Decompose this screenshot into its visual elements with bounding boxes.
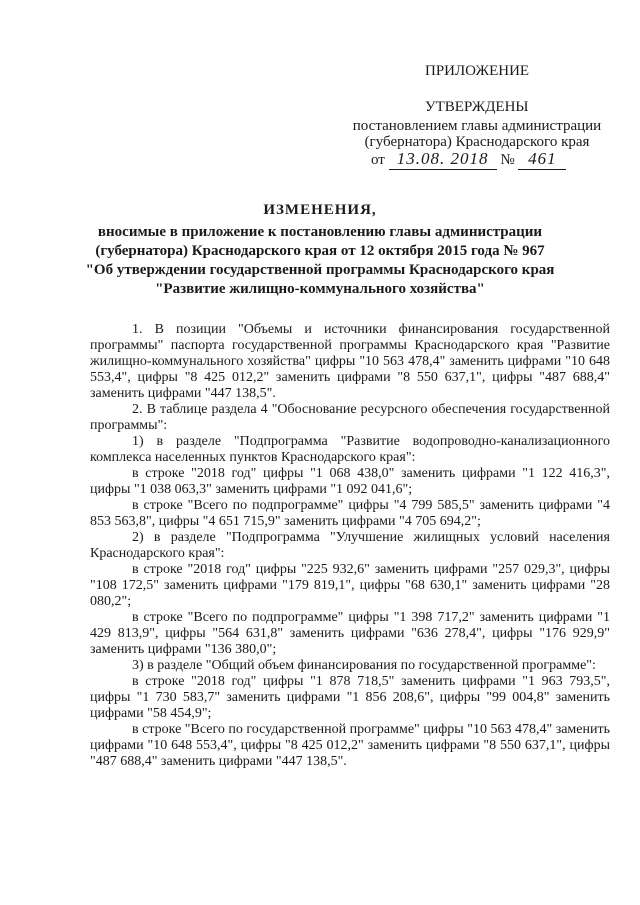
document-heading: ИЗМЕНЕНИЯ,	[263, 202, 377, 218]
title-line-1: вносимые в приложение к постановлению главы администрации	[97, 224, 543, 240]
paragraph-11: в строке "Всего по государственной программе" цифры "10 563 478,4" заменить цифрами "10 648 553,4", цифры "8 425 012,2" заменить цифрами "8 550 637,1", цифры "487 688,4" заменить цифрами "447 138,5".	[90, 722, 610, 769]
approval-line-1: постановлением главы администрации	[352, 118, 602, 134]
paragraph-2: 2. В таблице раздела 4 "Обоснование ресурсного обеспечения государственной программы":	[90, 402, 610, 433]
handwritten-number: 461	[518, 149, 566, 170]
paragraph-3: 1) в разделе "Подпрограмма "Развитие водопроводно-канализационного комплекса населенных пунктов Краснодарского края":	[90, 434, 610, 465]
document-body	[90, 322, 610, 770]
paragraph-6: 2) в разделе "Подпрограмма "Улучшение жилищных условий населения Краснодарского края":	[90, 530, 610, 561]
approved-label: УТВЕРЖДЕНЫ	[425, 99, 529, 115]
paragraph-4: в строке "2018 год" цифры "1 068 438,0" заменить цифрами "1 122 416,3", цифры "1 038 063,3" заменить цифрами "1 092 041,6";	[90, 466, 610, 497]
approval-line-2: (губернатора) Краснодарского края	[364, 134, 590, 150]
paragraph-7: в строке "2018 год" цифры "225 932,6" заменить цифрами "257 029,3", цифры "108 172,5" заменить цифрами "179 819,1", цифры "68 630,1" заменить цифрами "28 080,2";	[90, 562, 610, 609]
approval-date-line	[371, 149, 566, 170]
paragraph-8: в строке "Всего по подпрограмме" цифры "1 398 717,2" заменить цифрами "1 429 813,9", цифры "564 631,8" заменить цифрами "636 278,4", цифры "176 929,9" заменить цифрами "136 380,0";	[90, 610, 610, 657]
title-line-2: (губернатора) Краснодарского края от 12 октября 2015 года № 967	[95, 243, 545, 259]
paragraph-5: в строке "Всего по подпрограмме" цифры "4 799 585,5" заменить цифрами "4 853 563,8", цифры "4 651 715,9" заменить цифрами "4 705 694,2";	[90, 498, 610, 529]
paragraph-9: 3) в разделе "Общий объем финансирования по государственной программе":	[132, 658, 596, 673]
title-line-3: "Об утверждении государственной программы Краснодарского края	[85, 262, 555, 278]
handwritten-date: 13.08. 2018	[389, 149, 497, 170]
paragraph-10: в строке "2018 год" цифры "1 878 718,5" заменить цифрами "1 963 793,5", цифры "1 730 583,7" заменить цифрами "1 856 208,6", цифры "99 004,8" заменить цифрами "58 454,9";	[90, 674, 610, 721]
title-line-4: "Развитие жилищно-коммунального хозяйства"	[155, 281, 485, 297]
paragraph-1: 1. В позиции "Объемы и источники финансирования государственной программы" паспорта государственной программы Краснодарского края "Развитие жилищно-коммунального хозяйства" цифры "10 563 478,4" заменить цифрами "10 648 553,4", цифры "8 425 012,2" заменить цифрами "8 550 637,1", цифры "487 688,4" заменить цифрами "447 138,5".	[90, 322, 610, 401]
from-label: от	[371, 152, 385, 168]
appendix-label: ПРИЛОЖЕНИЕ	[425, 63, 530, 79]
number-sign: №	[500, 152, 515, 168]
